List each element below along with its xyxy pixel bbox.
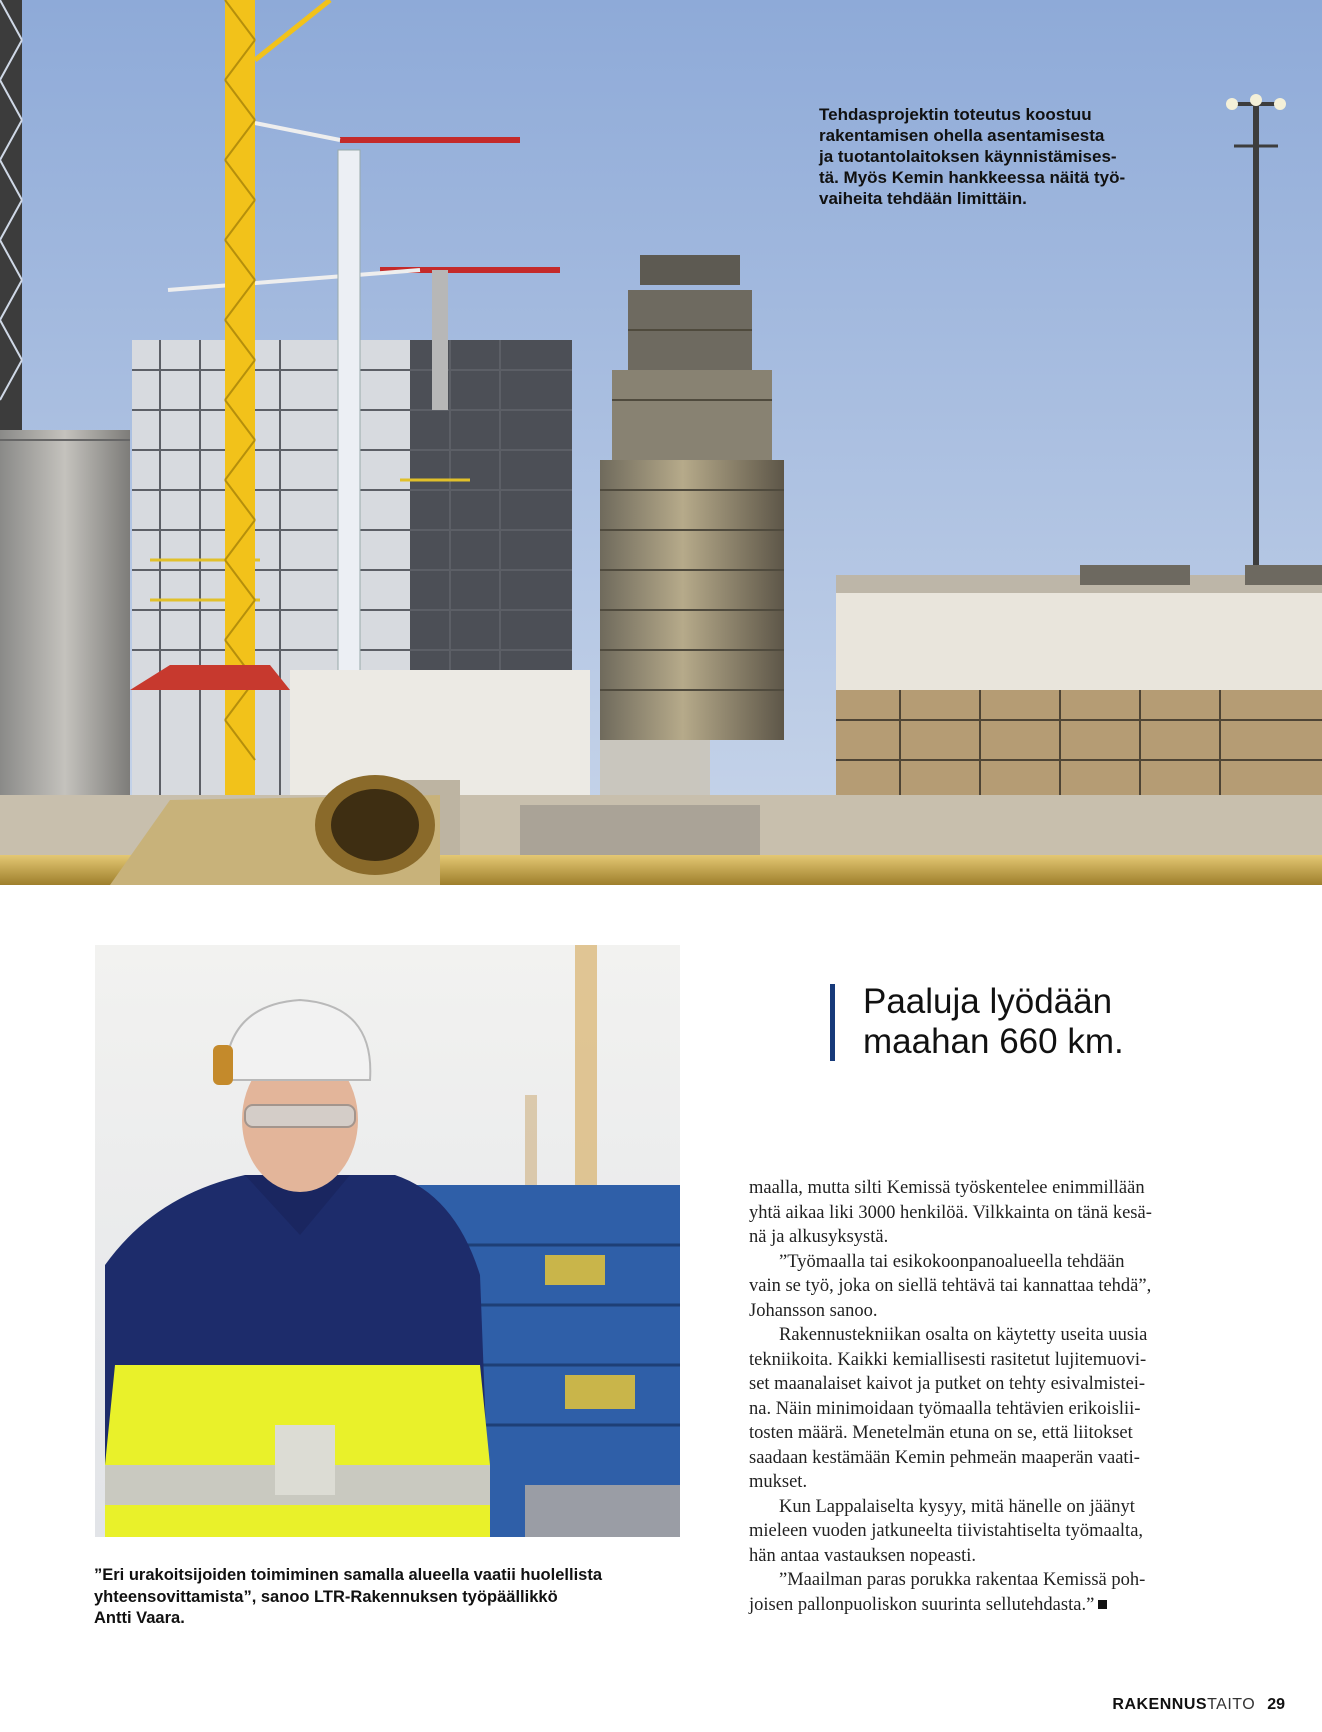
pull-quote-accent-bar [830, 984, 835, 1061]
pull-quote [830, 982, 1203, 1062]
body-paragraph-text: ”Maailman paras porukka rakentaa Kemissä poh- joisen pallonpuoliskon suurinta sellutehdasta.” [749, 1570, 1146, 1615]
pull-quote-text: Paaluja lyödään maahan 660 km. [863, 982, 1124, 1061]
body-paragraph-last [749, 1568, 1216, 1617]
magazine-name-bold: RAKENNUS [1112, 1696, 1208, 1713]
body-paragraph: Rakennustekniikan osalta on käytetty useita uusia tekniikoita. Kaikki kemiallisesti rasitetut lujitemuovi- set maanalaiset kaivot ja putket on tehty esivalmistei- na. Näin minimoidaan työmaalla tehtävien erikoislii- tosten määrä. Menetelmän etuna on se, että liitokset saadaan kestämään Kemin pehmeän maaperän vaati- mukset. [749, 1325, 1148, 1492]
end-of-article-mark [1098, 1600, 1107, 1609]
hero-caption: Tehdasprojektin toteutus koostuu rakentamisen ohella asentamisesta ja tuotantolaitoksen käynnistämises- tä. Myös Kemin hankkeessa näitä työ- vaiheita tehdään limittäin. [819, 105, 1126, 208]
magazine-name-light: TAITO [1207, 1696, 1256, 1713]
worker-portrait-image [95, 945, 680, 1537]
portrait-photo [95, 945, 680, 1537]
portrait-caption: ”Eri urakoitsijoiden toimiminen samalla alueella vaatii huolellista yhteensovittamista”, sanoo LTR-Rakennuksen työpäällikkö Antti Vaara. [94, 1566, 602, 1627]
body-paragraph: Kun Lappalaiselta kysyy, mitä hänelle on jäänyt mieleen vuoden jatkuneelta tiivistahtiselta työmaalta, hän antaa vastauksen nopeasti. [749, 1496, 1144, 1566]
page-number: 29 [1267, 1696, 1285, 1713]
body-paragraph: maalla, mutta silti Kemissä työskentelee enimmillään yhtä aikaa liki 3000 henkilöä. Vilkkainta on tänä kesä- nä ja alkusyksystä. [749, 1178, 1152, 1247]
page-footer [1005, 1696, 1285, 1714]
article-body [749, 1176, 1216, 1617]
body-paragraph: ”Työmaalla tai esikokoonpanoalueella tehdään vain se työ, joka on siellä tehtävä tai kannattaa tehdä”, Johansson sanoo. [749, 1251, 1152, 1321]
